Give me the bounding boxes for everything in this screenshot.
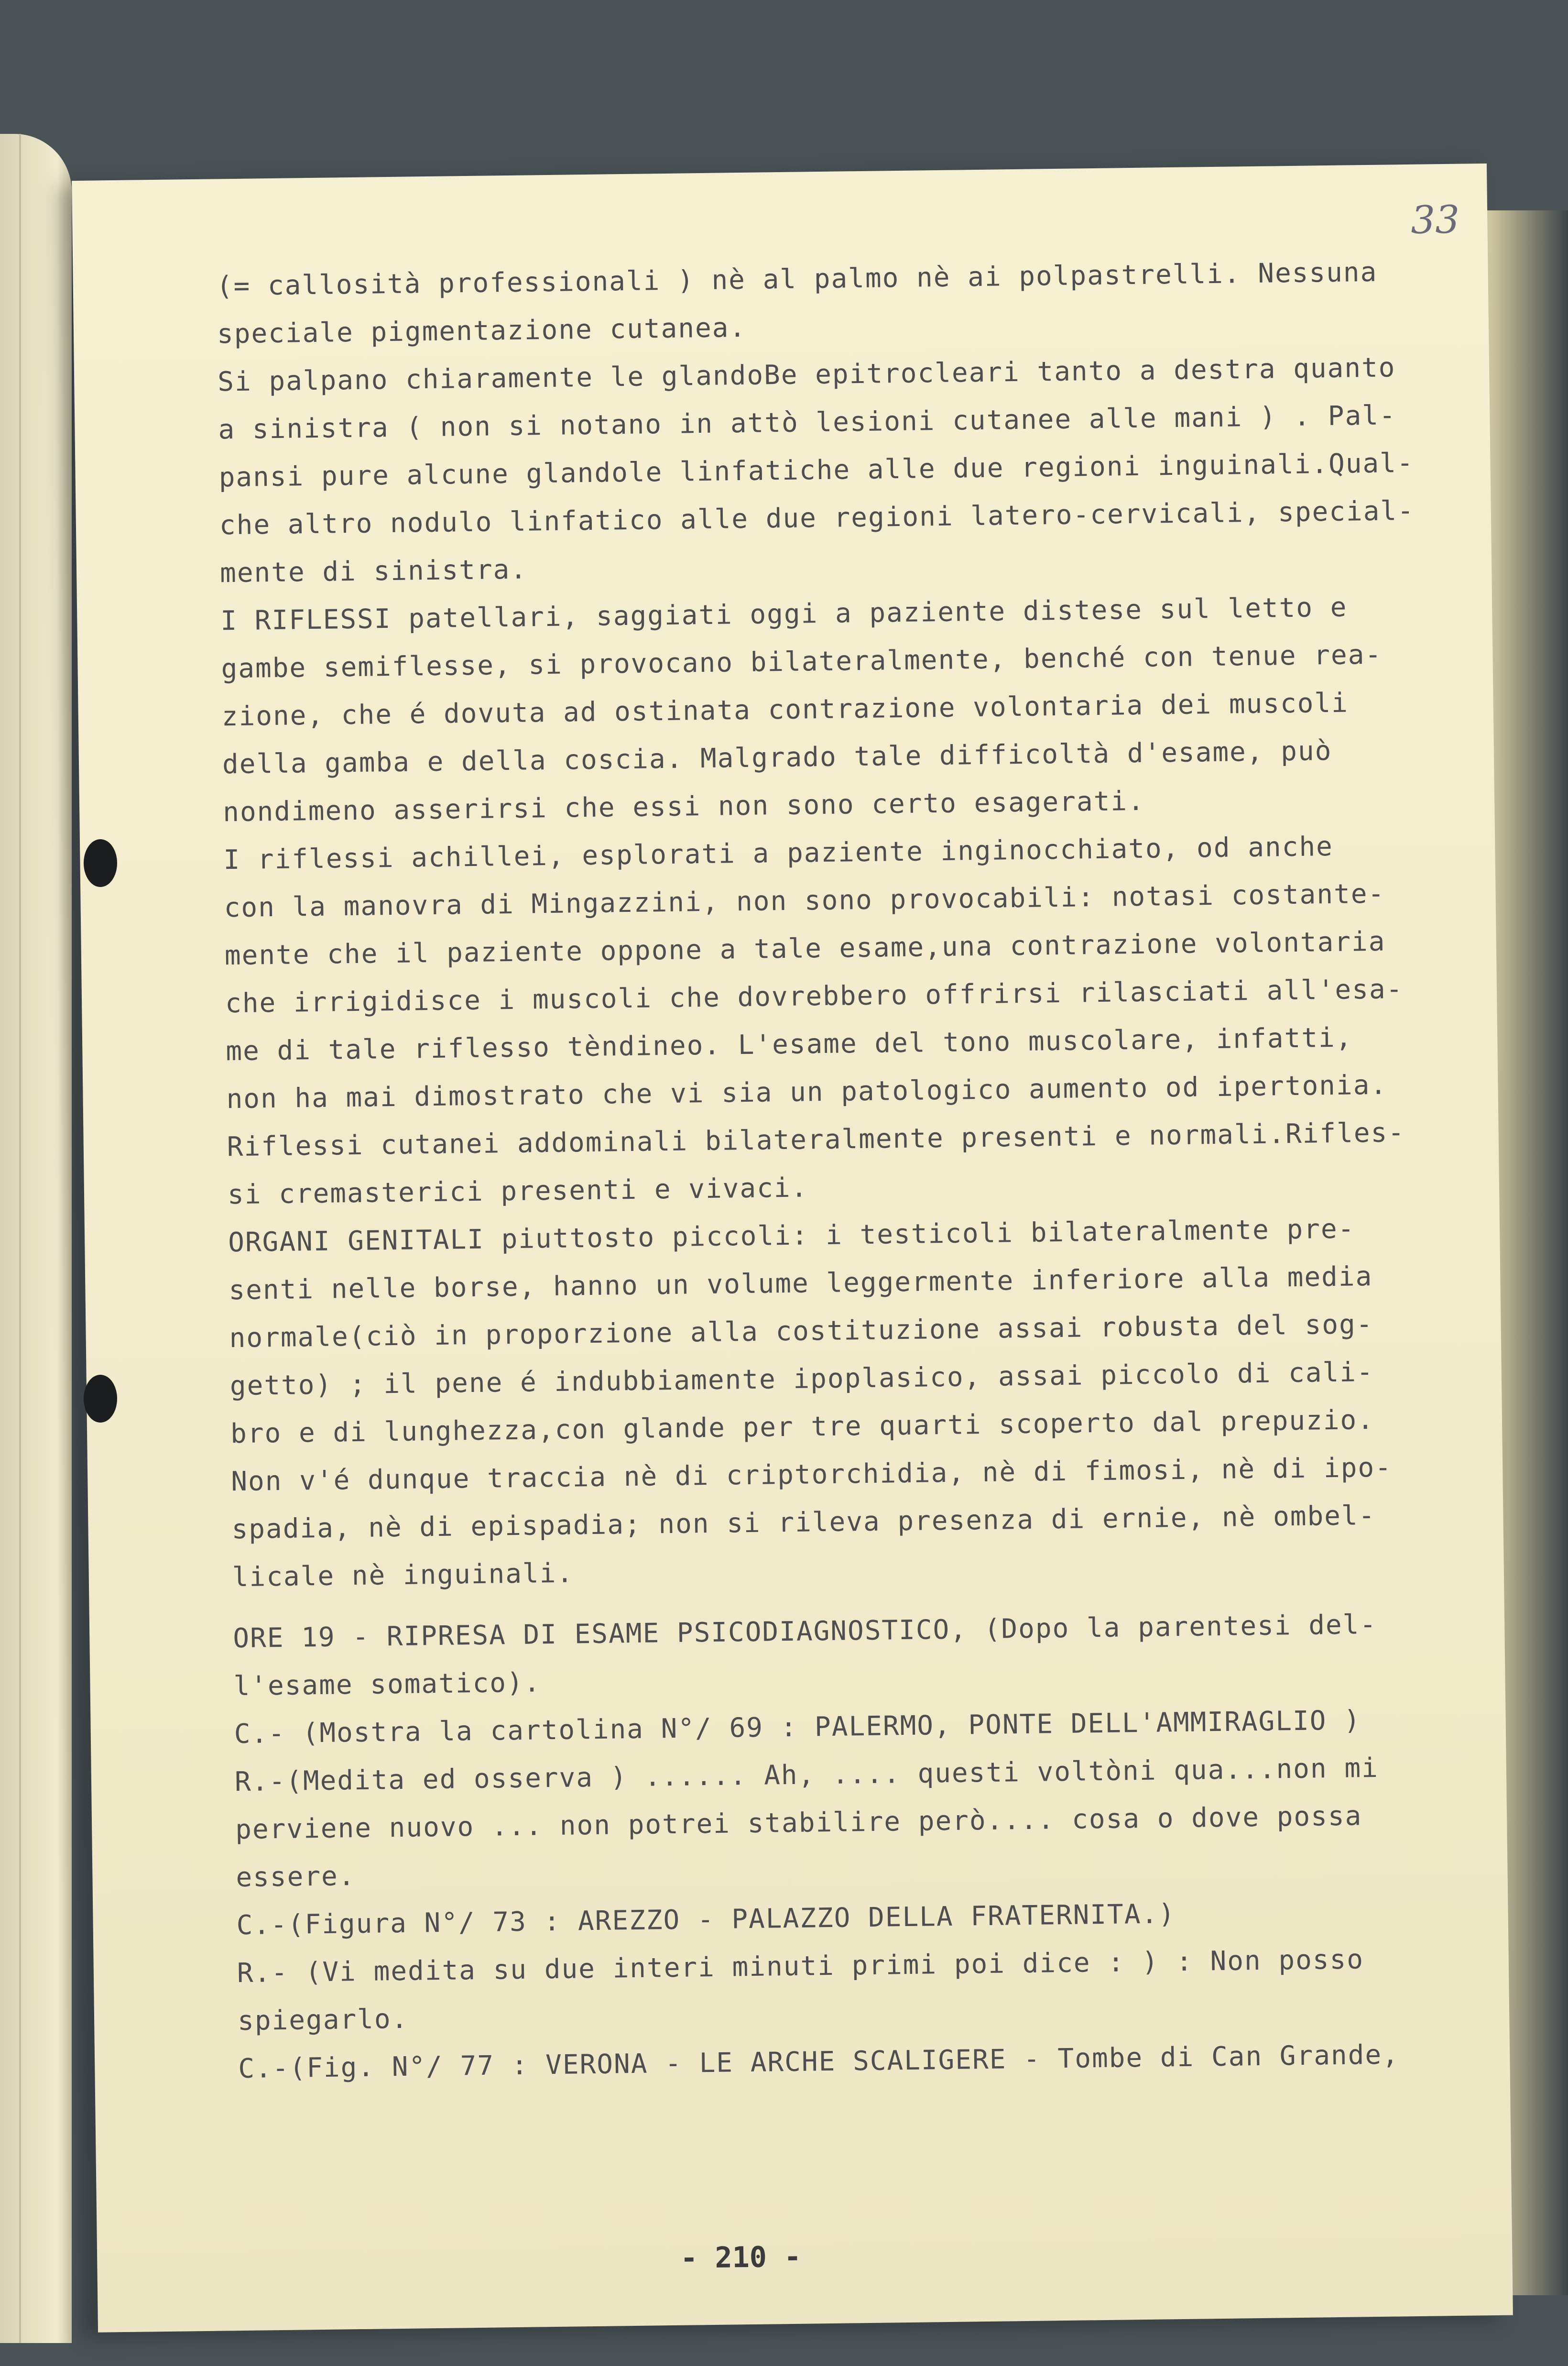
text-line: C.-(Fig. N°/ 77 : VERONA - LE ARCHE SCALIGERE - Tombe di Can Grande, <box>238 2039 1400 2085</box>
text-line: I riflessi achillei, esplorati a paziente inginocchiato, od anche <box>223 831 1334 876</box>
text-line: spiegarlo. <box>237 2003 409 2037</box>
typewritten-page <box>72 164 1513 2333</box>
text-line: che altro nodulo linfatico alle due regioni latero-cervicali, special- <box>219 495 1415 541</box>
text-line: licale nè inguinali. <box>232 1557 574 1593</box>
page-folio: - 210 - <box>680 2240 802 2275</box>
text-line: si cremasterici presenti e vivaci. <box>227 1172 808 1211</box>
text-line: nondimeno asserirsi che essi non sono certo esagerati. <box>222 785 1145 828</box>
text-line: R.- (Vi medita su due interi minuti primi poi dice : ) : Non posso <box>237 1944 1364 1989</box>
text-line: zione, che é dovuta ad ostinata contrazione volontaria dei muscoli <box>221 687 1349 733</box>
text-line: bro e di lunghezza,con glande per tre quarti scoperto dal prepuzio. <box>230 1404 1375 1450</box>
text-line: non ha mai dimostrato che vi sia un patologico aumento od ipertonia. <box>226 1069 1388 1115</box>
text-line: perviene nuovo ... non potrei stabilire però.... cosa o dove possa <box>235 1800 1362 1846</box>
text-line: ORE 19 - RIPRESA DI ESAME PSICODIAGNOSTICO, (Dopo la parentesi del- <box>232 1609 1377 1654</box>
text-line: C.-(Figura N°/ 73 : AREZZO - PALAZZO DELLA FRATERNITA.) <box>236 1898 1176 1941</box>
text-line: Si palpano chiaramente le glandoBe epitrocleari tanto a destra quanto <box>217 352 1396 398</box>
text-line: della gamba e della coscia. Malgrado tale difficoltà d'esame, può <box>222 735 1332 780</box>
text-line: I RIFLESSI patellari, saggiati oggi a paziente distese sul letto e <box>220 592 1348 637</box>
left-page-edge <box>0 134 72 2343</box>
margin-rule <box>19 134 21 2343</box>
text-line: pansi pure alcune glandole linfatiche alle due regioni inguinali.Qual- <box>218 447 1414 493</box>
text-line: con la manovra di Mingazzini, non sono provocabili: notasi costante- <box>224 878 1385 924</box>
punch-hole <box>84 1375 117 1423</box>
text-line: ORGANI GENITALI piuttosto piccoli: i testicoli bilateralmente pre- <box>228 1213 1355 1259</box>
text-line: speciale pigmentazione cutanea. <box>217 312 747 350</box>
text-line: essere. <box>236 1861 356 1894</box>
text-line: R.-(Medita ed osserva ) ...... Ah, .... questi voltòni qua...non mi <box>234 1752 1379 1798</box>
punch-hole <box>84 839 117 887</box>
text-line: normale(ciò in proporzione alla costituzione assai robusta del sog- <box>229 1309 1373 1354</box>
text-line: che irrigidisce i muscoli che dovrebbero offrirsi rilasciati all'esa- <box>225 974 1404 1019</box>
text-line: me di tale riflesso tèndineo. L'esame del tono muscolare, infatti, <box>225 1022 1353 1067</box>
text-line: C.- (Mostra la cartolina N°/ 69 : PALERMO, PONTE DELL'AMMIRAGLIO ) <box>234 1705 1361 1750</box>
text-line: gambe semiflesse, si provocano bilateralmente, benché con tenue rea- <box>221 639 1383 685</box>
text-line: l'esame somatico). <box>233 1667 541 1702</box>
text-line: mente di sinistra. <box>219 554 528 589</box>
text-line: mente che il paziente oppone a tale esame,una contrazione volontaria <box>224 926 1386 972</box>
handwritten-page-number: 33 <box>1410 197 1460 242</box>
text-line: Riflessi cutanei addominali bilateralmente presenti e normali.Rifles- <box>227 1117 1405 1163</box>
text-line: getto) ; il pene é indubbiamente ipoplasico, assai piccolo di cali- <box>229 1356 1374 1402</box>
text-line: senti nelle borse, hanno un volume leggermente inferiore alla media <box>229 1261 1373 1306</box>
page-body <box>216 247 1520 2093</box>
text-line: Non v'é dunque traccia nè di criptorchidia, nè di fimosi, nè di ipo- <box>230 1452 1393 1498</box>
text-line: a sinistra ( non si notano in attò lesioni cutanee alle mani ) . Pal- <box>218 400 1397 446</box>
text-line: (= callosità professionali ) nè al palmo nè ai polpastrelli. Nessuna <box>216 256 1378 302</box>
text-line: spadia, nè di epispadia; non si rileva presenza di ernie, nè ombel- <box>231 1500 1376 1545</box>
